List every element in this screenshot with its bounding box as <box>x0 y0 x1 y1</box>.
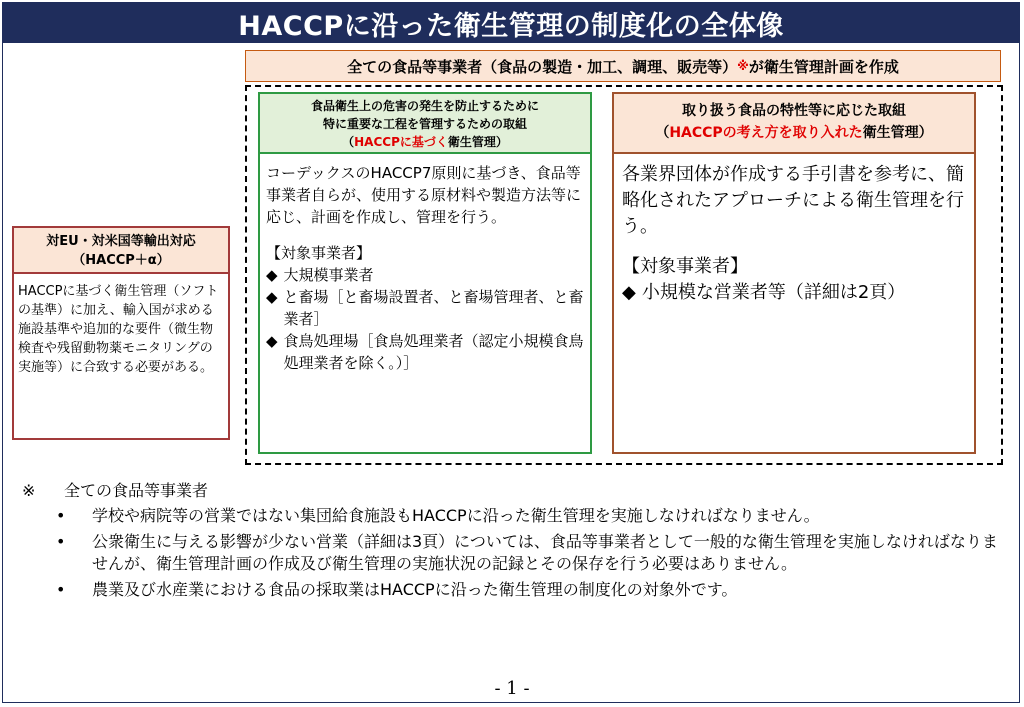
diamond-bullet-icon: ◆ <box>622 282 636 303</box>
target-item: と畜場［と畜場設置者、と畜場管理者、と畜業者］ <box>283 288 584 328</box>
bullet-icon: • <box>56 580 66 599</box>
export-header <box>14 228 228 274</box>
haccp-approach-description: 各業界団体が作成する手引書を参考に、簡略化されたアプローチによる衛生管理を行う。 <box>622 164 964 237</box>
haccp-based-header <box>260 94 590 154</box>
list-item <box>56 579 1002 601</box>
haccp-based-box <box>258 92 592 454</box>
target-item: 小規模な営業者等（詳細は2頁） <box>641 282 906 303</box>
target-operators-label: 【対象事業者】 <box>266 244 372 262</box>
export-body: HACCPに基づく衛生管理（ソフトの基準）に加え、輸入国が求める施設基準や追加的な要件（微生物検査や残留動物薬モニタリングの実施等）に合致する必要がある。 <box>18 284 219 375</box>
export-header-line1: 対EU・対米国等輸出対応 <box>46 234 196 249</box>
page-title: HACCPに沿った衛生管理の制度化の全体像 <box>3 3 1019 43</box>
note-mark: ※ <box>22 481 36 500</box>
export-box <box>12 226 230 440</box>
diamond-bullet-icon: ◆ <box>266 288 278 306</box>
list-item <box>56 531 1002 575</box>
paren-open: （ <box>342 135 355 149</box>
haccp-approach-body <box>614 154 974 306</box>
target-item: 大規模事業者 <box>283 266 374 284</box>
banner-note-mark: ※ <box>737 59 749 73</box>
export-header-line2: （HACCP＋α） <box>72 253 170 268</box>
page-number: - 1 - <box>494 678 530 699</box>
bullet-icon: • <box>56 506 66 525</box>
haccp-based-header-line2: 特に重要な工程を管理するための取組 <box>322 117 527 131</box>
haccp-based-description: コーデックスのHACCP7原則に基づき、食品等事業者自らが、使用する原材料や製造方法等に応じ、計画を作成し、管理を行う。 <box>266 164 582 226</box>
haccp-based-body <box>260 154 590 374</box>
list-item <box>266 330 584 374</box>
list-item <box>266 286 584 330</box>
list-item <box>622 280 966 306</box>
haccp-based-header-line3 <box>260 133 590 151</box>
haccp-approach-header-line1: 取り扱う食品の特性等に応じた取組 <box>682 103 906 119</box>
note-heading-text: 全ての食品等事業者 <box>64 481 209 500</box>
note-text: 公衆衛生に与える影響が少ない営業（詳細は3頁）については、食品等事業者として一般的な衛生管理を実施しなければなりませんが、衛生管理計画の作成及び衛生管理の実施状況の記録とその保存を行う必要はありません。 <box>92 532 998 573</box>
banner-text-2: が衛生管理計画を作成 <box>748 57 899 76</box>
footnotes <box>22 480 1002 605</box>
list-item <box>56 505 1002 527</box>
haccp-based-header-line1: 食品衛生上の危害の発生を防止するために <box>310 99 539 113</box>
header-tail: 衛生管理） <box>447 135 508 149</box>
target-item: 食鳥処理場［食鳥処理業者（認定小規模食鳥処理業者を除く。）］ <box>283 332 584 372</box>
haccp-approach-label: HACCPの考え方を取り入れた <box>669 125 863 141</box>
diamond-bullet-icon: ◆ <box>266 266 278 284</box>
diamond-bullet-icon: ◆ <box>266 332 278 350</box>
haccp-based-label: HACCPに基づく <box>354 135 448 149</box>
note-text: 農業及び水産業における食品の採取業はHACCPに沿った衛生管理の制度化の対象外です。 <box>92 580 738 599</box>
haccp-approach-header-line2 <box>614 122 974 144</box>
all-operators-banner <box>245 50 1001 82</box>
haccp-approach-box <box>612 92 976 454</box>
footnote-heading <box>22 480 1002 502</box>
banner-text: 全ての食品等事業者（食品の製造・加工、調理、販売等） <box>347 57 738 76</box>
header-tail: 衛生管理） <box>862 125 933 141</box>
target-operators-label: 【対象事業者】 <box>622 256 748 277</box>
list-item <box>266 264 584 286</box>
bullet-icon: • <box>56 532 66 551</box>
paren-open: （ <box>655 125 670 141</box>
note-text: 学校や病院等の営業ではない集団給食施設もHACCPに沿った衛生管理を実施しなければなりません。 <box>92 506 820 525</box>
footnote-list <box>22 505 1002 601</box>
haccp-approach-header <box>614 94 974 154</box>
